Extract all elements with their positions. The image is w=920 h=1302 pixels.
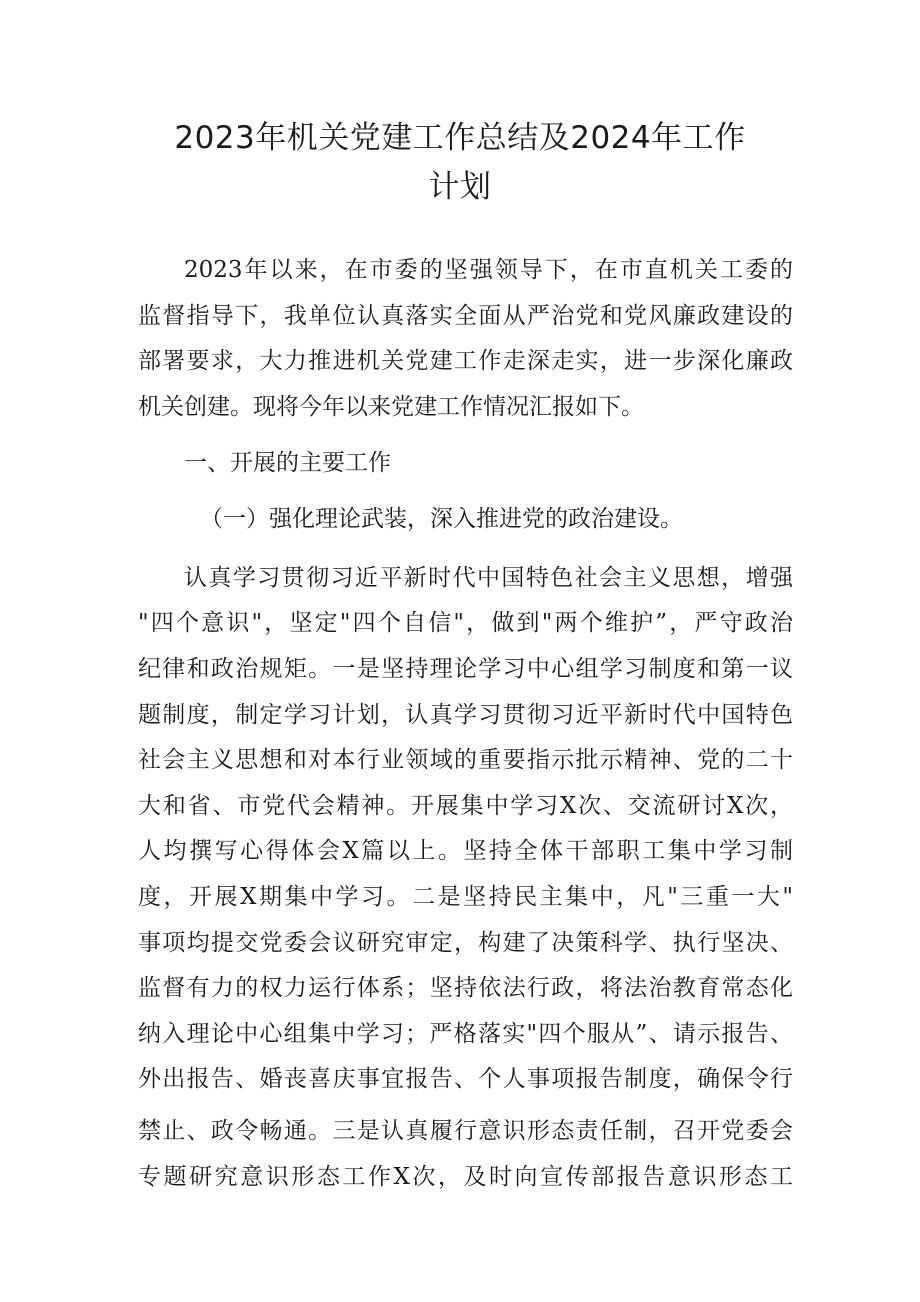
body-paragraph-line: 社会主义思想和对本行业领域的重要指示批示精神、党的二十: [138, 747, 793, 773]
body-paragraph-line: 人均撰写心得体会X篇以上。坚持全体干部职工集中学习制: [138, 838, 793, 864]
intro-paragraph-line: 2023年以来，在市委的坚强领导下，在市直机关工委的: [184, 257, 793, 283]
section-heading: 一、开展的主要工作: [184, 450, 391, 476]
body-paragraph-line: 纪律和政治规矩。一是坚持理论学习中心组学习制度和第一议: [138, 656, 793, 682]
document-title-line-2: 计划: [428, 169, 492, 205]
body-paragraph-line: 度，开展X期集中学习。二是坚持民主集中，凡"三重一大": [138, 884, 793, 910]
body-paragraph-line: 禁止、政令畅通。三是认真履行意识形态责任制，召开党委会: [138, 1118, 793, 1144]
body-paragraph-line: 认真学习贯彻习近平新时代中国特色社会主义思想，增强: [184, 565, 793, 591]
subsection-heading: （一）强化理论武装，深入推进党的政治建设。: [200, 506, 683, 532]
body-paragraph-line: "四个意识"，坚定"四个自信"，做到"两个维护”，严守政治: [138, 610, 793, 636]
intro-paragraph-line: 部署要求，大力推进机关党建工作走深走实，进一步深化廉政: [138, 348, 793, 374]
intro-paragraph-line: 监督指导下，我单位认真落实全面从严治党和党风廉政建设的: [138, 303, 793, 329]
document-title-line-1: 2023年机关党建工作总结及2024年工作: [174, 120, 746, 156]
body-paragraph-line: 大和省、市党代会精神。开展集中学习X次、交流研讨X次，: [138, 793, 793, 819]
body-paragraph-line: 纳入理论中心组集中学习；严格落实"四个服从”、请示报告、: [138, 1021, 793, 1047]
body-paragraph-line: 事项均提交党委会议研究审定，构建了决策科学、执行坚决、: [138, 930, 793, 956]
body-paragraph-line: 题制度，制定学习计划，认真学习贯彻习近平新时代中国特色: [138, 702, 793, 728]
body-paragraph-line: 监督有力的权力运行体系；坚持依法行政，将法治教育常态化: [138, 975, 793, 1001]
body-paragraph-line: 专题研究意识形态工作X次，及时向宣传部报告意识形态工: [138, 1164, 793, 1190]
body-paragraph-line: 外出报告、婚丧喜庆事宜报告、个人事项报告制度，确保令行: [138, 1066, 793, 1092]
intro-paragraph-line: 机关创建。现将今年以来党建工作情况汇报如下。: [138, 394, 644, 420]
